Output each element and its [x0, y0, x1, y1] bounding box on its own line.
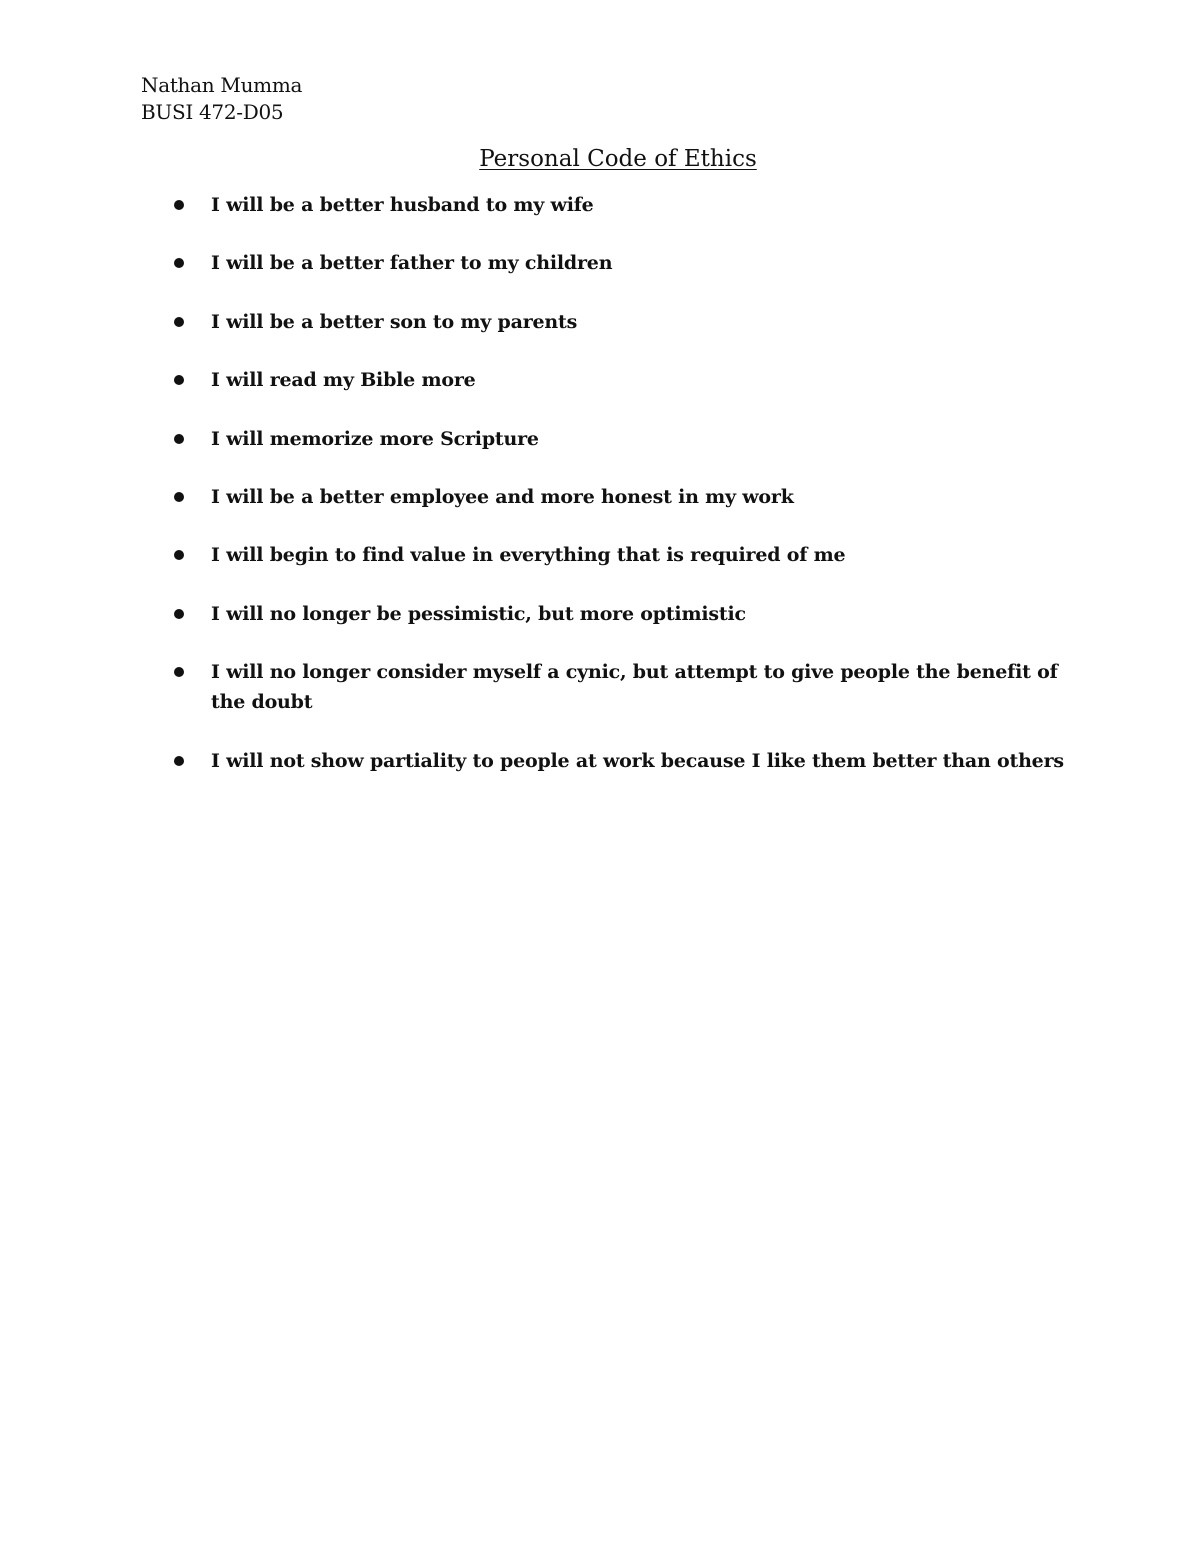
list-item: [173, 365, 1073, 395]
bullet-icon: [174, 609, 184, 619]
bullet-icon: [174, 667, 184, 677]
list-item: [173, 190, 1073, 220]
document-title: Personal Code of Ethics: [479, 146, 757, 172]
list-item: [173, 248, 1073, 278]
list-item-text: I will be a better father to my children: [211, 252, 613, 275]
bullet-icon: [174, 550, 184, 560]
bullet-icon: [174, 434, 184, 444]
list-item-text: I will be a better son to my parents: [211, 310, 578, 333]
list-item-text: I will be a better husband to my wife: [211, 194, 594, 216]
list-item-text: I will not show partiality to people at work because I like them better than others: [211, 749, 1064, 772]
list-item-text: I will no longer consider myself a cynic, but attempt to give people the benefit of the doubt: [211, 661, 1058, 714]
list-item: [173, 540, 1073, 570]
ethics-list: [173, 190, 1073, 804]
author-name: Nathan Mumma: [141, 73, 303, 97]
list-item: [173, 482, 1073, 512]
list-item: [173, 307, 1073, 337]
course-code: BUSI 472-D05: [141, 100, 284, 124]
bullet-icon: [174, 317, 184, 327]
list-item: [173, 599, 1073, 629]
list-item: [173, 746, 1073, 776]
bullet-icon: [174, 492, 184, 502]
bullet-icon: [174, 200, 184, 210]
list-item-text: I will memorize more Scripture: [211, 427, 539, 450]
list-item-text: I will be a better employee and more honest in my work: [211, 485, 794, 508]
list-item: [173, 657, 1073, 717]
bullet-icon: [174, 258, 184, 268]
list-item-text: I will read my Bible more: [211, 369, 476, 392]
list-item-text: I will no longer be pessimistic, but more optimistic: [211, 602, 746, 625]
bullet-icon: [174, 756, 184, 766]
document-header: [141, 72, 302, 126]
bullet-icon: [174, 375, 184, 385]
list-item-text: I will begin to find value in everything that is required of me: [211, 544, 846, 567]
list-item: [173, 424, 1073, 454]
